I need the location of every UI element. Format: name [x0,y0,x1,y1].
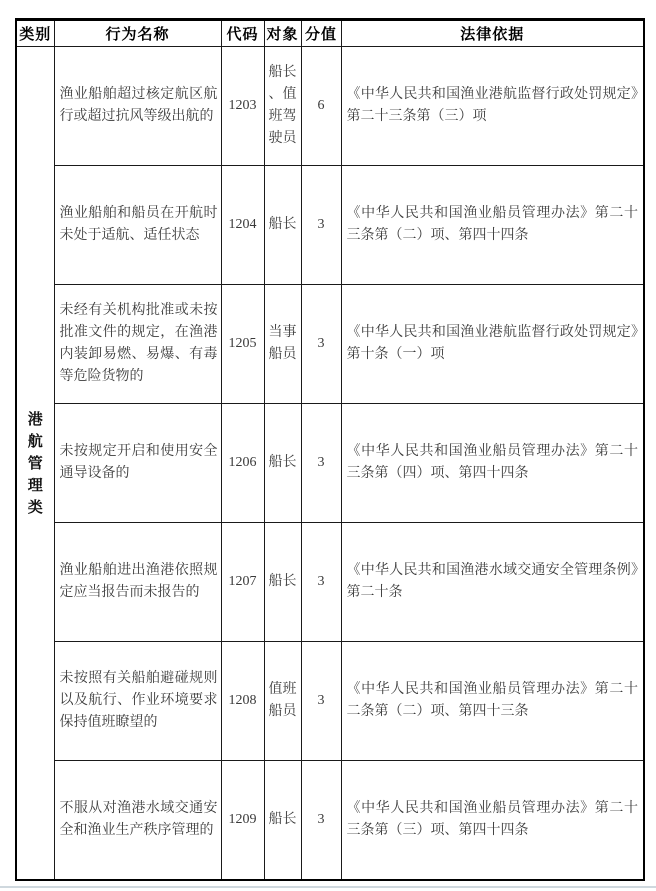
behavior-name-cell: 不服从对渔港水域交通安全和渔业生产秩序管理的 [54,761,221,880]
code-cell: 1207 [221,523,264,642]
header-row [16,20,644,47]
header-behavior-name: 行为名称 [54,20,221,47]
behavior-name-cell: 渔业船舶进出渔港依照规定应当报告而未报告的 [54,523,221,642]
basis-cell: 《中华人民共和国渔业船员管理办法》第二十二条第（二）项、第四十三条 [341,642,644,761]
page-bottom-edge [0,886,656,888]
points-cell: 3 [301,166,341,285]
behavior-name-cell: 未按规定开启和使用安全通导设备的 [54,404,221,523]
table-row [16,47,644,166]
points-cell: 3 [301,642,341,761]
basis-cell: 《中华人民共和国渔业港航监督行政处罚规定》第十条（一）项 [341,285,644,404]
target-cell: 船长、值班驾驶员 [264,47,301,166]
target-cell: 船长 [264,404,301,523]
table-row [16,523,644,642]
table-row [16,285,644,404]
basis-cell: 《中华人民共和国渔港水域交通安全管理条例》第二十条 [341,523,644,642]
points-cell: 3 [301,523,341,642]
basis-cell: 《中华人民共和国渔业港航监督行政处罚规定》第二十三条第（三）项 [341,47,644,166]
table-row [16,761,644,880]
table-row [16,642,644,761]
code-cell: 1204 [221,166,264,285]
code-cell: 1206 [221,404,264,523]
penalty-table [15,18,645,881]
header-target: 对象 [264,20,301,47]
behavior-name-cell: 渔业船舶超过核定航区航行或超过抗风等级出航的 [54,47,221,166]
behavior-name-cell: 未按照有关船舶避碰规则以及航行、作业环境要求保持值班瞭望的 [54,642,221,761]
points-cell: 3 [301,404,341,523]
target-cell: 船长 [264,523,301,642]
code-cell: 1209 [221,761,264,880]
header-legal-basis: 法律依据 [341,20,644,47]
target-cell: 当事船员 [264,285,301,404]
code-cell: 1208 [221,642,264,761]
table-row [16,166,644,285]
basis-cell: 《中华人民共和国渔业船员管理办法》第二十三条第（二）项、第四十四条 [341,166,644,285]
category-cell [16,47,54,880]
target-cell: 船长 [264,166,301,285]
target-cell: 船长 [264,761,301,880]
category-label: 港航管理类 [27,409,43,516]
header-points: 分值 [301,20,341,47]
behavior-name-cell: 未经有关机构批准或未按批准文件的规定，在渔港内装卸易燃、易爆、有毒等危险货物的 [54,285,221,404]
code-cell: 1205 [221,285,264,404]
table-row [16,404,644,523]
target-cell: 值班船员 [264,642,301,761]
basis-cell: 《中华人民共和国渔业船员管理办法》第二十三条第（四）项、第四十四条 [341,404,644,523]
basis-cell: 《中华人民共和国渔业船员管理办法》第二十三条第（三）项、第四十四条 [341,761,644,880]
points-cell: 3 [301,285,341,404]
header-category: 类别 [16,20,54,47]
points-cell: 6 [301,47,341,166]
header-code: 代码 [221,20,264,47]
code-cell: 1203 [221,47,264,166]
points-cell: 3 [301,761,341,880]
behavior-name-cell: 渔业船舶和船员在开航时未处于适航、适任状态 [54,166,221,285]
